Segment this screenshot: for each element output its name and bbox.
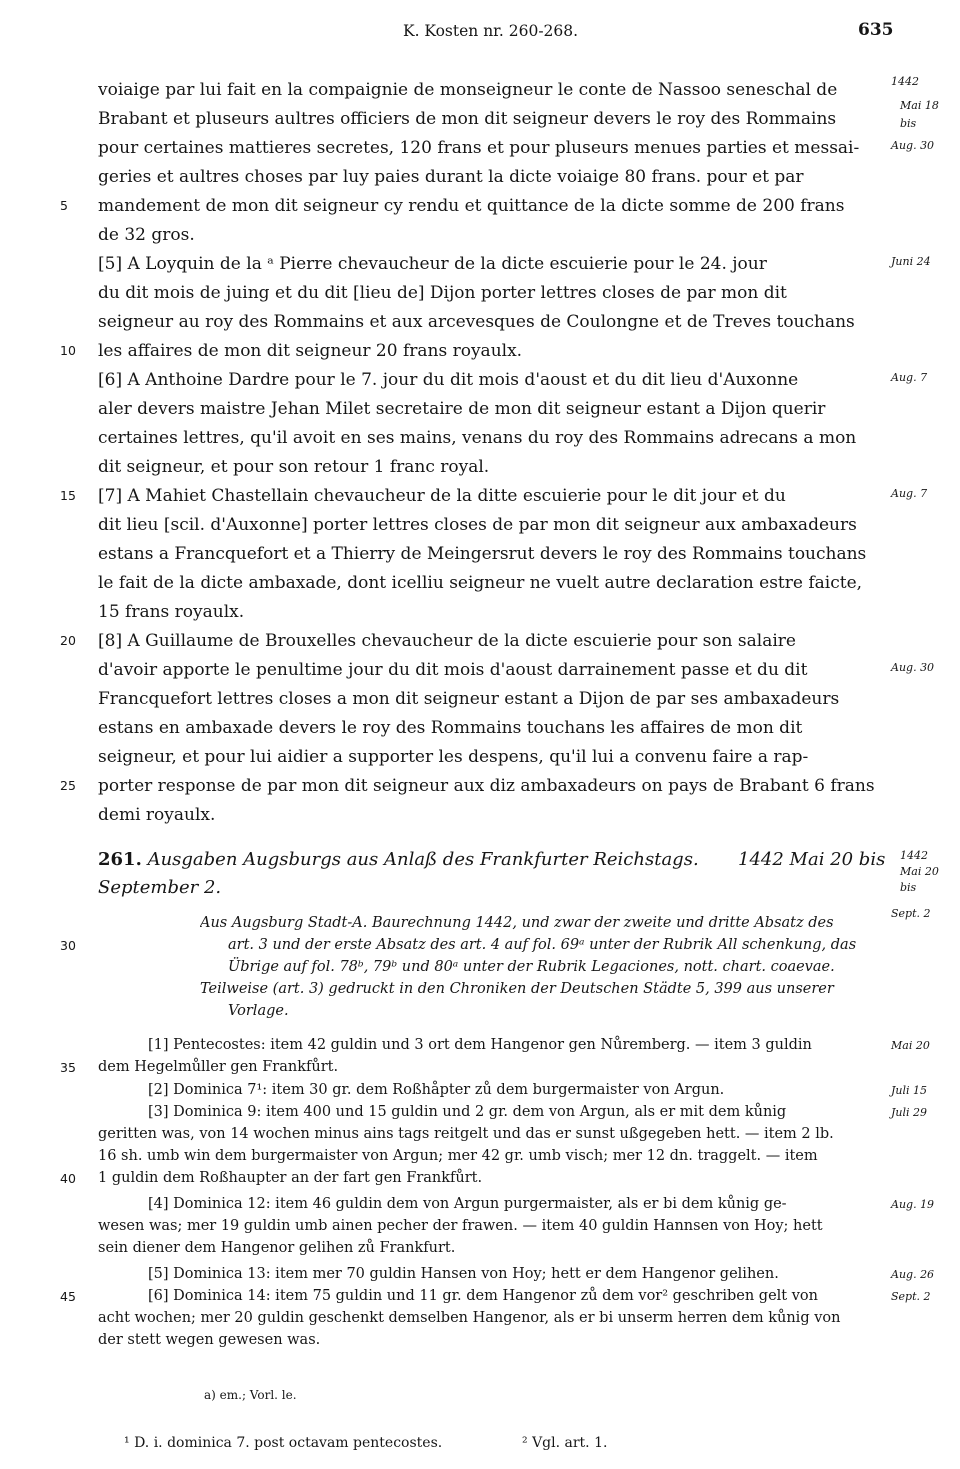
entry-line: wesen was; mer 19 guldin umb ainen pecher der frawen. — item 40 guldin Hannsen von Hoy; hett (98, 1218, 823, 1234)
margin-date: Mai 18 (900, 99, 939, 112)
body-line: [7] A Mahiet Chastellain chevaucheur de la ditte escuierie pour le dit jour et du (98, 486, 786, 506)
body-line: du dit mois de juing et du dit [lieu de] Dijon porter lettres closes de par mon dit (98, 283, 787, 303)
body-line: voiaige par lui fait en la compaignie de monseigneur le conte de Nassoo seneschal de (98, 80, 838, 100)
margin-date: Aug. 7 (891, 371, 928, 384)
entry-line: dem Hegelmůller gen Frankfůrt. (98, 1059, 339, 1075)
line-number: 45 (60, 1289, 76, 1304)
entry-line: sein diener dem Hangenor gelihen zů Frankfurt. (98, 1240, 456, 1256)
body-line: estans a Francquefort et a Thierry de Meingersrut devers le roy des Rommains touchans (98, 544, 867, 564)
body-line: pour certaines mattieres secretes, 120 frans et pour pluseurs menues parties et messai- (98, 138, 860, 158)
margin-date: bis (900, 881, 917, 894)
margin-date: bis (900, 117, 917, 130)
body-line: d'avoir apporte le penultime jour du dit mois d'aoust darrainement passe et du dit (98, 660, 808, 680)
margin-date: Juli 29 (891, 1106, 928, 1119)
entry-line: der stett wegen gewesen was. (98, 1332, 321, 1348)
margin-date: Mai 20 (891, 1039, 930, 1052)
body-line: Brabant et pluseurs aultres officiers de mon dit seigneur devers le roy des Rommains (98, 109, 837, 129)
body-line: le fait de la dicte ambaxade, dont icelliu seigneur ne vuelt autre declaration estre faicte, (98, 573, 863, 593)
body-line: seigneur, et pour lui aidier a supporter les despens, qu'il lui a convenu faire a rap- (98, 747, 809, 767)
margin-date: 1442 (891, 75, 919, 88)
margin-date: Aug. 30 (891, 661, 935, 674)
entry-line: [4] Dominica 12: item 46 guldin dem von Argun purgermaister, als er bi dem kůnig ge- (148, 1196, 787, 1212)
source-note-line: Vorlage. (228, 1003, 289, 1019)
source-note-line: Übrige auf fol. 78ᵇ, 79ᵇ und 80ᵃ unter der Rubrik Legaciones, nott. chart. coaevae. (228, 959, 835, 975)
body-line: dit lieu [scil. d'Auxonne] porter lettres closes de par mon dit seigneur aux ambaxadeurs (98, 515, 857, 535)
section-title: Ausgaben Augsburgs aus Anlaß des Frankfurter Reichstags. (147, 849, 699, 870)
body-line: demi royaulx. (98, 805, 216, 825)
body-line: [6] A Anthoine Dardre pour le 7. jour du dit mois d'aoust et du dit lieu d'Auxonne (98, 370, 799, 390)
margin-date: Sept. 2 (891, 1290, 931, 1303)
entry-line: 16 sh. umb win dem burgermaister von Argun; mer 42 gr. umb visch; mer 12 dn. traggelt. — item (98, 1148, 818, 1164)
line-number: 5 (60, 198, 68, 213)
footnote: ² Vgl. art. 1. (522, 1435, 608, 1451)
body-line: les affaires de mon dit seigneur 20 frans royaulx. (98, 341, 523, 361)
margin-date: Mai 20 (900, 865, 939, 878)
margin-date: Juni 24 (891, 255, 931, 268)
body-line: seigneur au roy des Rommains et aux arcevesques de Coulongne et de Treves touchans (98, 312, 855, 332)
line-number: 35 (60, 1060, 76, 1075)
section-date-range: 1442 Mai 20 bis (738, 849, 886, 870)
margin-date: Juli 15 (891, 1084, 928, 1097)
body-line: dit seigneur, et pour son retour 1 franc royal. (98, 457, 490, 477)
line-number: 25 (60, 778, 76, 793)
entry-line: [1] Pentecostes: item 42 guldin und 3 ort dem Hangenor gen Nůremberg. — item 3 guldin (148, 1037, 812, 1053)
apparatus-note: a) em.; Vorl. le. (204, 1388, 297, 1402)
entry-line: [2] Dominica 7¹: item 30 gr. dem Roßhåpter zů dem burgermaister von Argun. (148, 1082, 725, 1098)
section-heading (98, 846, 888, 874)
body-line: estans en ambaxade devers le roy des Rommains touchans les affaires de mon dit (98, 718, 803, 738)
entry-line: 1 guldin dem Roßhaupter an der fart gen Frankfůrt. (98, 1170, 483, 1186)
body-line: de 32 gros. (98, 225, 195, 245)
margin-date: 1442 (900, 849, 928, 862)
entry-line: [6] Dominica 14: item 75 guldin und 11 gr. dem Hangenor zů dem vor² geschriben gelt von (148, 1288, 818, 1304)
body-line: Francquefort lettres closes a mon dit seigneur estant a Dijon de par ses ambaxadeurs (98, 689, 840, 709)
running-header (0, 16, 960, 46)
section-date-range-end: September 2. (98, 877, 222, 898)
body-line: geries et aultres choses par luy paies durant la dicte voiaige 80 frans. pour et par (98, 167, 804, 187)
margin-date: Aug. 30 (891, 139, 935, 152)
margin-date: Sept. 2 (891, 907, 931, 920)
entry-line: acht wochen; mer 20 guldin geschenkt demselben Hangenor, als er bi unserm herren dem kůnig von (98, 1310, 841, 1326)
line-number: 40 (60, 1171, 76, 1186)
body-line: [5] A Loyquin de la ᵃ Pierre chevaucheur de la dicte escuierie pour le 24. jour (98, 254, 767, 274)
running-title: K. Kosten nr. 260-268. (403, 22, 579, 40)
margin-date: Aug. 19 (891, 1198, 935, 1211)
body-line: certaines lettres, qu'il avoit en ses mains, venans du roy des Rommains adrecans a mon (98, 428, 857, 448)
body-line: [8] A Guillaume de Brouxelles chevaucheur de la dicte escuierie pour son salaire (98, 631, 796, 651)
body-line: mandement de mon dit seigneur cy rendu et quittance de la dicte somme de 200 frans (98, 196, 845, 216)
line-number: 15 (60, 488, 76, 503)
margin-date: Aug. 7 (891, 487, 928, 500)
body-line: 15 frans royaulx. (98, 602, 245, 622)
section-number: 261. (98, 849, 142, 870)
source-note-line: Teilweise (art. 3) gedruckt in den Chroniken der Deutschen Städte 5, 399 aus unserer (200, 981, 834, 997)
page-number: 635 (858, 20, 894, 40)
line-number: 10 (60, 343, 76, 358)
margin-date: Aug. 26 (891, 1268, 935, 1281)
line-number: 30 (60, 938, 76, 953)
body-line: aler devers maistre Jehan Milet secretaire de mon dit seigneur estant a Dijon querir (98, 399, 826, 419)
source-note-line: art. 3 und der erste Absatz des art. 4 auf fol. 69ᵃ unter der Rubrik All schenkung, das (228, 937, 857, 953)
entry-line: [3] Dominica 9: item 400 und 15 guldin und 2 gr. dem von Argun, als er mit dem kůnig (148, 1104, 787, 1120)
line-number: 20 (60, 633, 76, 648)
entry-line: [5] Dominica 13: item mer 70 guldin Hansen von Hoy; hett er dem Hangenor gelihen. (148, 1266, 779, 1282)
entry-line: geritten was, von 14 wochen minus ains tags reitgelt und das er sunst ußgegeben hett. — item 2 lb. (98, 1126, 834, 1142)
footnote: ¹ D. i. dominica 7. post octavam pentecostes. (124, 1435, 443, 1451)
body-line: porter response de par mon dit seigneur aux diz ambaxadeurs on pays de Brabant 6 frans (98, 776, 875, 796)
source-note-line: Aus Augsburg Stadt-A. Baurechnung 1442, und zwar der zweite und dritte Absatz des (200, 915, 834, 931)
